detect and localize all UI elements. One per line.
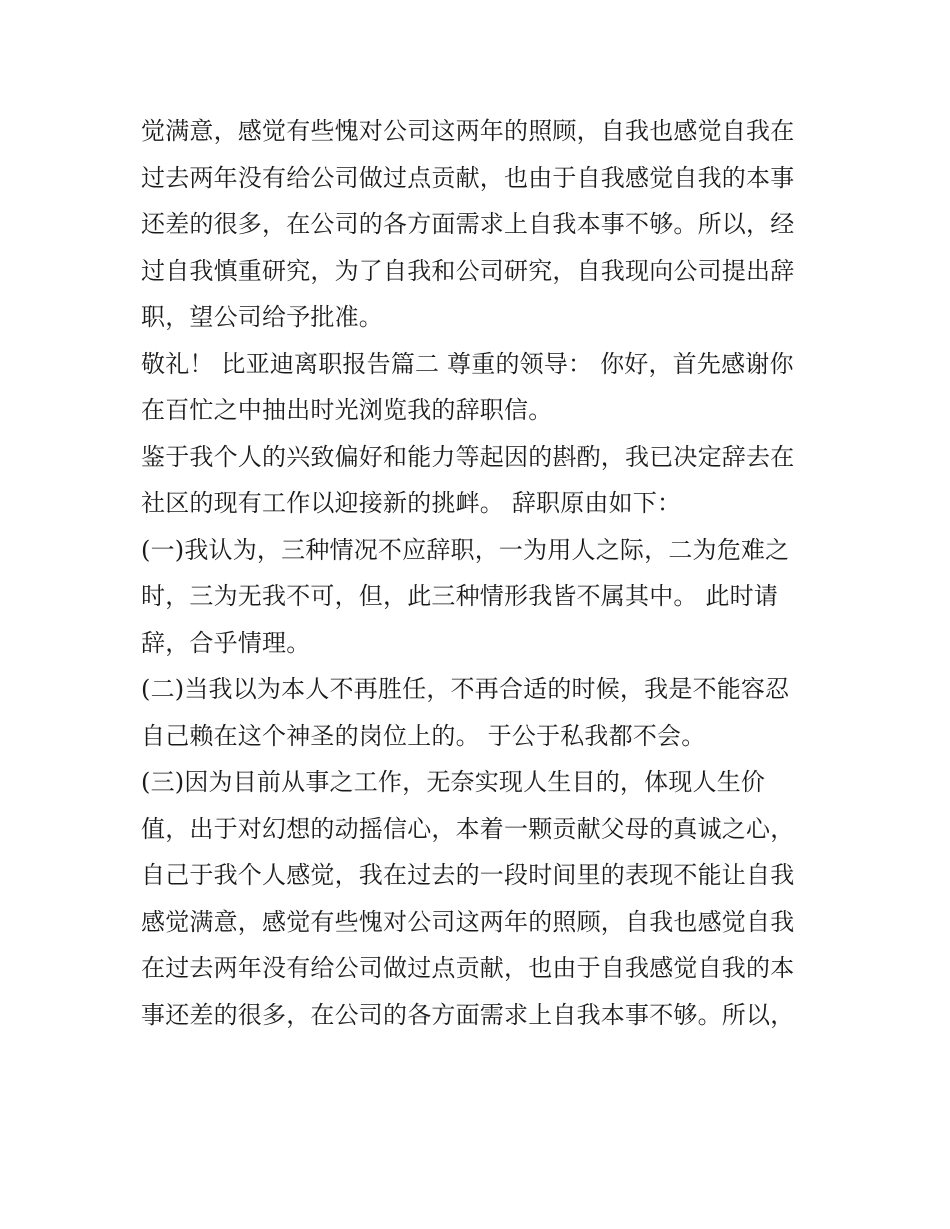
paragraph-decision: 鉴于我个人的兴致偏好和能力等起因的斟酌，我已决定辞去在社区的现有工作以迎接新的挑衅。 辞职原由如下： <box>141 442 795 517</box>
paragraph-reason-two: (二)当我以为本人不再胜任，不再合适的时候，我是不能容忍自己赖在这个神圣的岗位上的。 于公于私我都不会。 <box>141 675 790 750</box>
document-body <box>141 108 813 1038</box>
paragraph-reason-one: (一)我认为，三种情况不应辞职，一为用人之际，二为危难之时，三为无我不可，但，此三种情形我皆不属其中。 此时请辞，合乎情理。 <box>141 535 790 657</box>
paragraph-reason-three: (三)因为目前从事之工作，无奈实现人生目的，体现人生价值，出于对幻想的动摇信心，本着一颗贡献父母的真诚之心，自己于我个人感觉，我在过去的一段时间里的表现不能让自我感觉满意，感觉有些愧对公司这两年的照顾，自我也感觉自我在过去两年没有给公司做过点贡献，也由于自我感觉自我的本事还差的很多，在公司的各方面需求上自我本事不够。所以， <box>141 768 795 1029</box>
paragraph-continuation: 觉满意，感觉有些愧对公司这两年的照顾，自我也感觉自我在过去两年没有给公司做过点贡献，也由于自我感觉自我的本事还差的很多，在公司的各方面需求上自我本事不够。所以，经过自我慎重研究，为了自我和公司研究，自我现向公司提出辞职，望公司给予批准。 <box>141 117 795 331</box>
paragraph-salutation: 敬礼！ 比亚迪离职报告篇二 尊重的领导： 你好，首先感谢你在百忙之中抽出时光浏览我的辞职信。 <box>141 349 794 424</box>
